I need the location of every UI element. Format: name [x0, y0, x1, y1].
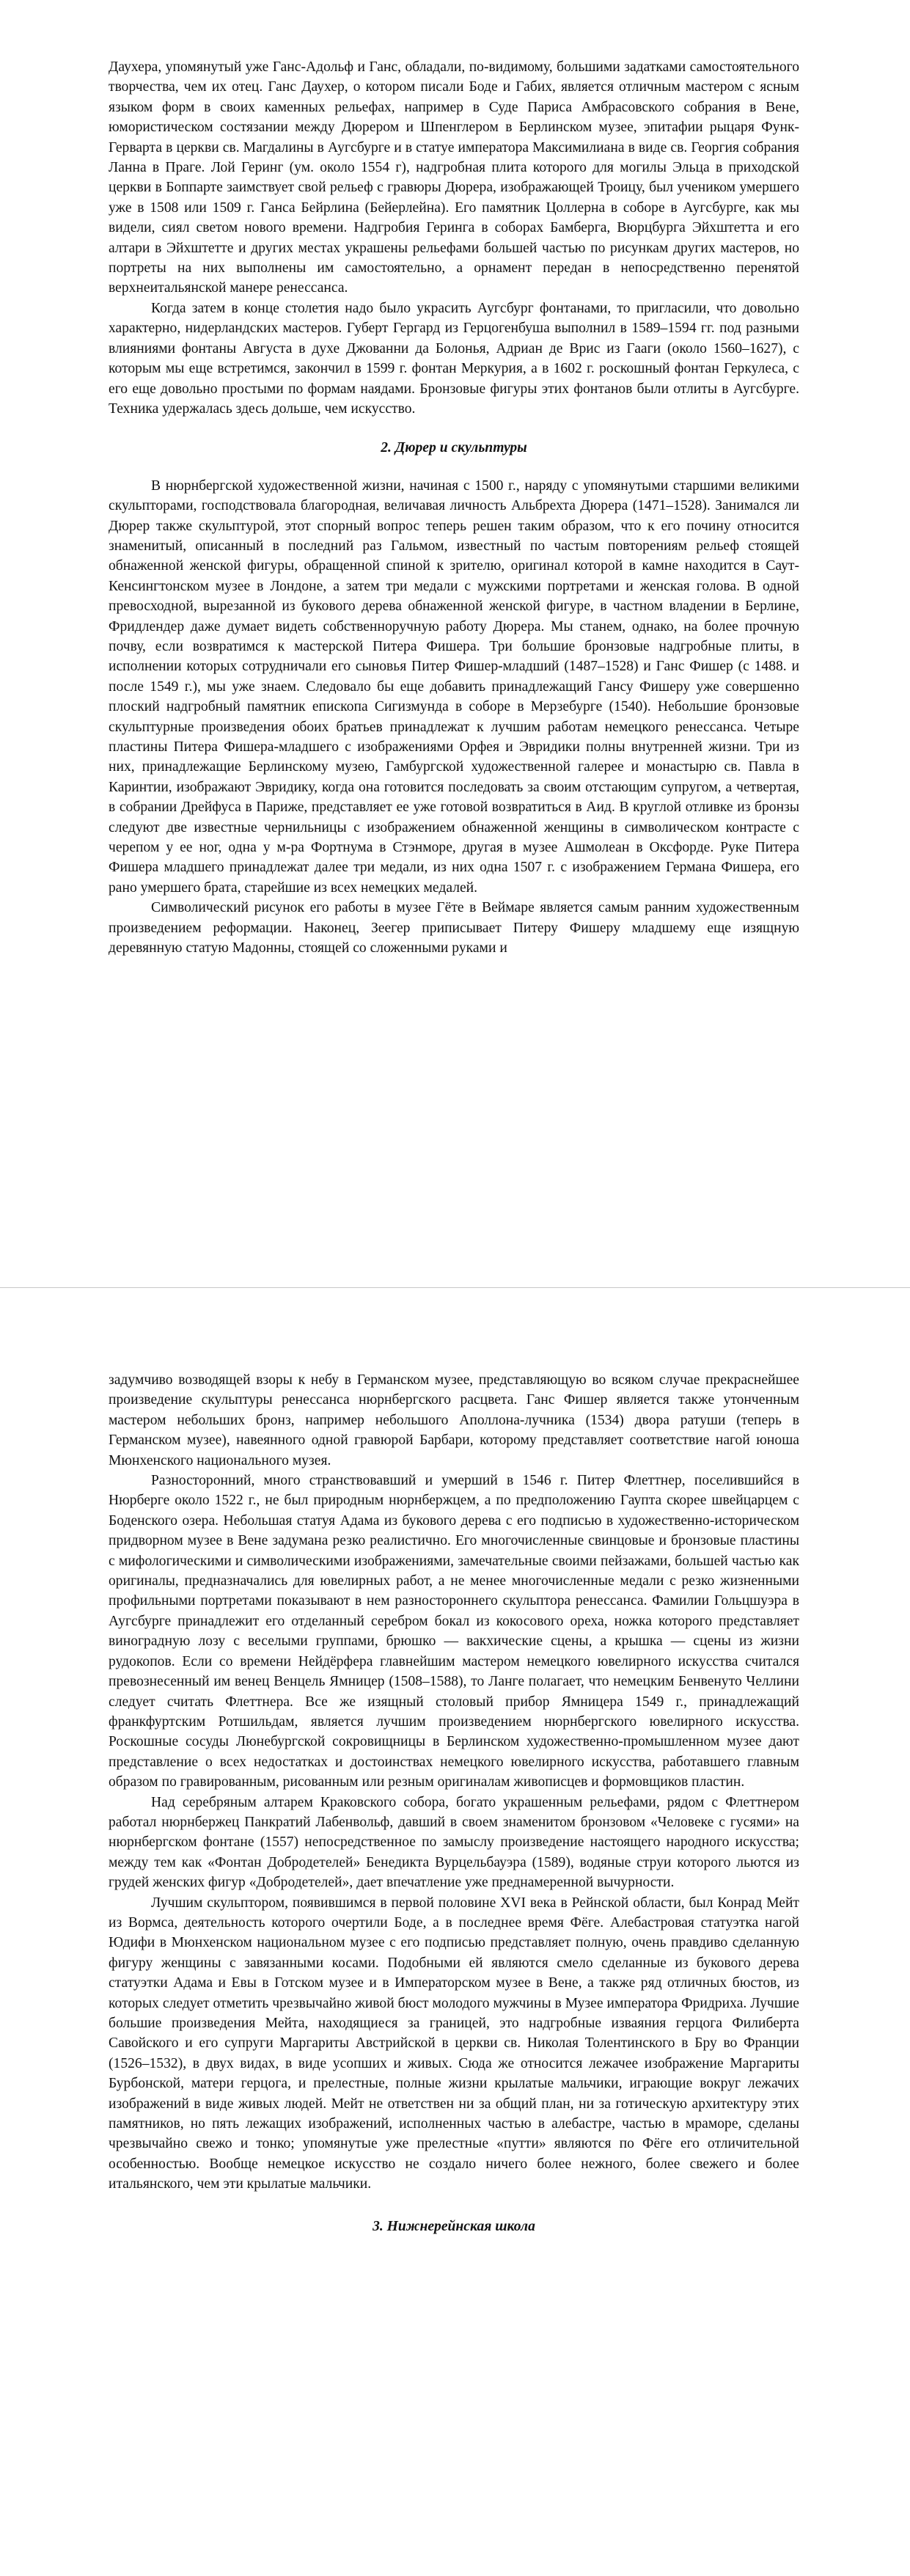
- paragraph: Даухера, упомянутый уже Ганс-Адольф и Ганс, обладали, по-видимому, большими задатками самостоятельного творчества, чем их отец. Ганс Даухер, о котором писали Боде и Габих, является отличным мастером с ясным языком форм в своих каменных рельефах, например в Суде Париса Амбрасовского собрания в Вене, юмористическом состязании между Дюрером и Шпенглером в Берлинском музее, эпитафии рыцаря Функ-Герварта в церкви св. Магдалины в Аугсбурге и в статуе императора Максимилиана в виде св. Георгия собрания Ланна в Праге. Лой Геринг (ум. около 1554 г), надгробная плита которого для могилы Эльца в приходской церкви в Боппарте заимствует свой рельеф с гравюры Дюрера, изображающей Троицу, был учеником умершего уже в 1508 или 1509 г. Ганса Бейрлина (Бейерлейна). Его памятник Цоллерна в соборе в Аугсбурге, как мы видели, сиял светом нового времени. Надгробия Геринга в соборах Бамберга, Вюрцбурга Эйхштетта и его алтари в Эйхштетте и других местах украшены рельефами большей частью по рисункам других мастеров, но портреты на них выполнены им самостоятельно, а орнамент передан в непосредственно перенятой верхнеитальянской манере ренессанса.: [109, 59, 799, 296]
- paragraph: Символический рисунок его работы в музее Гёте в Веймаре является самым ранним художественным произведением реформации. Наконец, Зеегер приписывает Питеру Фишеру младшему еще изящную деревянную статую Мадонны, стоящей со сложенными руками и: [109, 900, 799, 956]
- page-2: [0, 1288, 910, 2576]
- section-heading: 2. Дюрер и скульптуры: [381, 440, 527, 456]
- paragraph: Когда затем в конце столетия надо было украсить Аугсбург фонтанами, то пригласили, что довольно характерно, нидерландских мастеров. Губерт Гергард из Герцогенбуша выполнил в 1589–1594 гг. под разными влияниями фонтаны Августа в духе Джованни да Болонья, Адриан де Врис из Гааги (около 1560–1627), с которым мы еще встретимся, закончил в 1599 г. фонтан Меркурия, а в 1602 г. роскошный фонтан Геркулеса, с его еще довольно простыми по формам наядами. Бронзовые фигуры этих фонтанов были отлиты в Аугсбурге. Техника удержалась здесь дольше, чем искусство.: [109, 300, 799, 417]
- page-1-text: [109, 57, 799, 958]
- paragraph: задумчиво возводящей взоры к небу в Германском музее, представляющую во всяком случае прекраснейшее произведение скульптуры ренессанса нюрнбергского расцвета. Ганс Фишер является также утонченным мастером небольших бронз, например небольшого Аполлона-лучника (1534) двора ратуши (теперь в Германском музее), навеянного одной гравюрой Барбари, которому представляет соответствие нагой юноша Мюнхенского национального музея.: [109, 1372, 799, 1468]
- paragraph: Разносторонний, много странствовавший и умерший в 1546 г. Питер Флеттнер, поселившийся в Нюрберге около 1522 г., не был природным нюрнбержцем, а по предположению Гаупта скорее швейцарцем с Боденского озера. Небольшая статуя Адама из букового дерева с его подписью в художественно-историческом придворном музее в Вене задумана резко реалистично. Его многочисленные свинцовые и бронзовые пластины с мифологическими и символическими изображениями, замечательные своими пейзажами, большей частью как оригиналы, предназначались для ювелирных работ, а не менее многочисленные медали с резко жизненными профильными портретами показывают в нем разностороннего скульптора ренессанса. Фамилии Гольцшуэра в Аугсбурге принадлежит его отделанный серебром бокал из кокосового ореха, ножка которого представляет виноградную лозу с веселыми группами, брюшко — вакхические сцены, а крышка — сцены из жизни рудокопов. Если со времени Нейдёрфера главнейшим мастером немецкого ювелирного искусства считался превознесенный им венец Венцель Ямницер (1508–1588), то Ланге полагает, что немецким Бенвенуто Челлини следует считать Флеттнера. Все же изящный столовый прибор Ямницера 1549 г., принадлежащий франкфуртским Ротшильдам, является лучшим произведением нюрнбергского ювелирного искусства. Роскошные сосуды Люнебургской сокровищницы в Берлинском художественно-промышленном музее дают представление о всех недостатках и достоинствах немецкого ювелирного искусства, работавшего главным образом по гравированным, рисованным или резным оригиналам живописцев и формовщиков пластин.: [109, 1473, 799, 1790]
- paragraph: В нюрнбергской художественной жизни, начиная с 1500 г., наряду с упомянутыми старшими великими скульпторами, господствовала благородная, величавая личность Альбрехта Дюрера (1471–1528). Занимался ли Дюрер также скульптурой, этот спорный вопрос теперь решен таким образом, что к его почину относится знаменитый, описанный в последний раз Гальмом, известный по частым повторениям рельеф стоящей обнаженной женской фигуры, обращенной спиной к зрителю, оригинал которой в камне находится в Саут-Кенсингтонском музее в Лондоне, а затем три медали с мужскими портретами и женская голова. В одной превосходной, вырезанной из букового дерева обнаженной женской фигуре, в частном владении в Берлине, Фридлендер даже думает видеть собственноручную работу Дюрера. Мы станем, однако, на более прочную почву, если возвратимся к мастерской Питера Фишера. Три большие бронзовые надгробные плиты, в исполнении которых сотрудничали его сыновья Питер Фишер-младший (1487–1528) и Ганс Фишер (с 1488. и после 1549 г.), мы уже знаем. Следовало бы еще добавить принадлежащий Гансу Фишеру уже совершенно плоский надгробный памятник епископа Сигизмунда в соборе в Мерзебурге (1540). Небольшие бронзовые скульптурные произведения обоих братьев принадлежат к лучшим работам немецкого ренессанса. Четыре пластины Питера Фишера-младшего с изображениями Орфея и Эвридики полны внутренней жизни. Три из них, принадлежащие Берлинскому музею, Гамбургской художественной галерее и монастырю св. Павла в Каринтии, изображают Эвридику, когда она готовится последовать за своим отстающим супругом, а четвертая, в собрании Дрейфуса в Париже, представляет ее уже готовой возвратиться в Аид. В круглой отливке из бронзы следуют две известные чернильницы с изображением обнаженной женщины в символическом контрасте с черепом у ее ног, одна у м-ра Фортнума в Стэнморе, другая в музее Ашмолеан в Оксфорде. Руке Питера Фишера младшего принадлежат далее три медали, из них одна 1507 г. с изображением Германа Фишера, его рано умершего брата, старейшие из всех немецких медалей.: [109, 477, 799, 896]
- paragraph: Над серебряным алтарем Краковского собора, богато украшенным рельефами, рядом с Флеттнером работал нюрнбержец Панкратий Лабенвольф, давший в своем знаменитом бронзовом «Человеке с гусями» на нюрнбергском фонтане (1557) непосредственное по замыслу произведение настоящего народного искусства; между тем как «Фонтан Добродетелей» Бенедикта Вурцельбауэра (1589), водяные струи которого льются из грудей женских фигур «Добродетелей», дает впечатление уже преднамеренной вычурности.: [109, 1794, 799, 1891]
- page-2-text: [109, 1370, 799, 2254]
- paragraph: Лучшим скульптором, появившимся в первой половине XVI века в Рейнской области, был Конрад Мейт из Вормса, деятельность которого очертили Боде, а в последнее время Фёге. Алебастровая статуэтка нагой Юдифи в Мюнхенском национальном музее с его подписью представляет полную, очень правдиво сделанную фигуру женщины с завязанными косами. Подобными ей являются смело сделанные из букового дерева статуэтки Адама и Евы в Готском музее и в Императорском музее в Вене, а также ряд отличных бюстов, из которых следует отметить чрезвычайно живой бюст молодого мужчины в Музее императора Фридриха. Лучшие большие произведения Мейта, находящиеся за границей, это надгробные изваяния герцога Филиберта Савойского и его супруги Маргариты Австрийской в церкви св. Николая Толентинского в Бру во Франции (1526–1532), в двух видах, в виде усопших и живых. Сюда же относится лежачее изображение Маргариты Бурбонской, матери герцога, и прелестные, полные жизни крылатые мальчики, играющие вокруг лежачих изображений в виде живых людей. Мейт не ответствен ни за общий план, ни за готическую архитектуру этих памятников, но пять лежащих изображений, исполненных частью в алебастре, частью в мраморе, сделаны чрезвычайно свежо и тонко; упомянутые уже прелестные «путти» являются по Фёге его отличительной особенностью. Вообще немецкое искусство не создало ничего более нежного, более свежего и более итальянского, чем эти крылатые мальчики.: [109, 1895, 799, 2192]
- section-heading: 3. Нижнерейнская школа: [373, 2218, 535, 2234]
